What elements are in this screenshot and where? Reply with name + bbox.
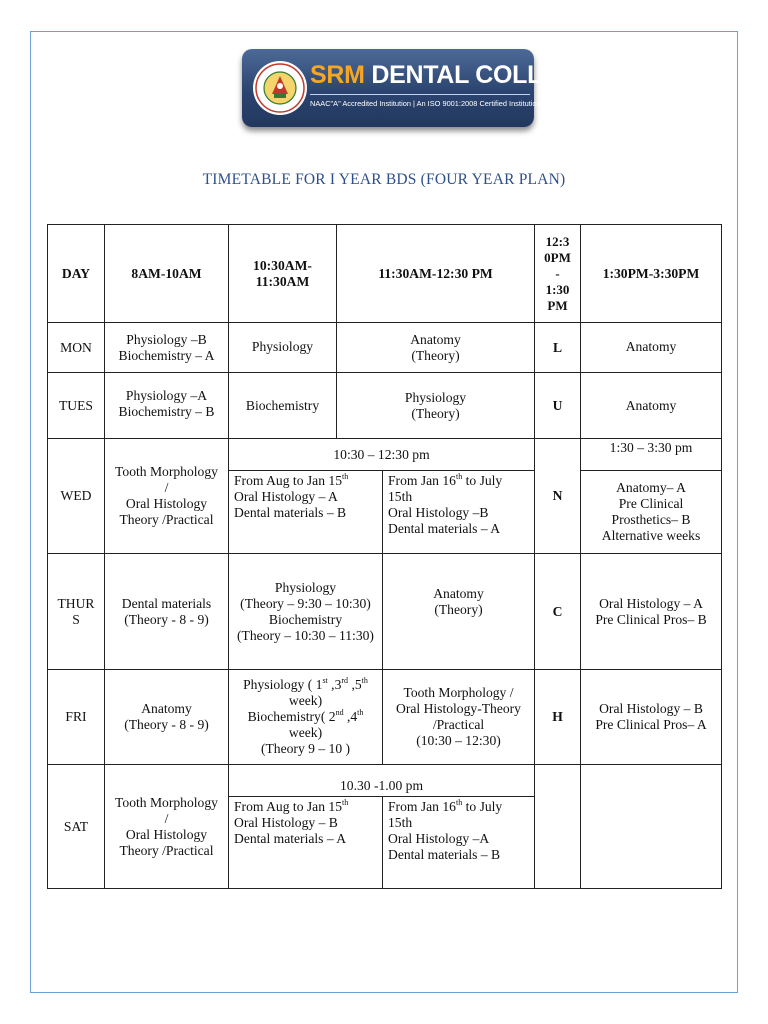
wed-span-time: 10:30 – 12:30 pm <box>229 439 535 471</box>
table-row-wed-top <box>48 439 722 471</box>
wed-right-block: From Jan 16th to July 15th Oral Histology –B Dental materials – A <box>383 471 535 554</box>
thurs-slot2: Physiology (Theory – 9:30 – 10:30) Biochemistry (Theory – 10:30 – 11:30) <box>229 554 383 670</box>
header-day: DAY <box>48 225 105 323</box>
sat-slot1: Tooth Morphology / Oral Histology Theory /Practical <box>105 765 229 889</box>
day-thurs: THUR S <box>48 554 105 670</box>
timetable <box>47 224 722 889</box>
table-row-mon <box>48 323 722 373</box>
sat-span-time: 10.30 -1.00 pm <box>229 765 535 797</box>
header-slot-1130am: 11:30AM-12:30 PM <box>337 225 535 323</box>
tues-slot2: Biochemistry <box>229 373 337 439</box>
mon-slot1: Physiology –B Biochemistry – A <box>105 323 229 373</box>
lunch-letter-c: C <box>535 554 581 670</box>
thurs-slot1: Dental materials (Theory - 8 - 9) <box>105 554 229 670</box>
fri-slot1: Anatomy (Theory - 8 - 9) <box>105 670 229 765</box>
table-row-fri <box>48 670 722 765</box>
tues-slot3: Physiology (Theory) <box>337 373 535 439</box>
fri-slot2: Physiology ( 1st ,3rd ,5th week) Biochemistry( 2nd ,4th week) (Theory 9 – 10 ) <box>229 670 383 765</box>
lunch-letter-h: H <box>535 670 581 765</box>
day-sat: SAT <box>48 765 105 889</box>
header-slot-8am: 8AM-10AM <box>105 225 229 323</box>
tues-slot1: Physiology –A Biochemistry – B <box>105 373 229 439</box>
college-logo <box>242 49 594 127</box>
header-lunch: 12:3 0PM - 1:30 PM <box>535 225 581 323</box>
table-row-tues <box>48 373 722 439</box>
college-crest-icon <box>252 60 308 116</box>
college-name <box>310 61 594 90</box>
wed-left-block: From Aug to Jan 15th Oral Histology – A Dental materials – B <box>229 471 383 554</box>
thurs-slot5: Oral Histology – A Pre Clinical Pros– B <box>581 554 722 670</box>
table-row-thurs <box>48 554 722 670</box>
sat-right-block: From Jan 16th to July 15th Oral Histology –A Dental materials – B <box>383 797 535 889</box>
sat-left-block: From Aug to Jan 15th Oral Histology – B Dental materials – A <box>229 797 383 889</box>
logo-divider <box>310 94 530 95</box>
mon-slot3: Anatomy (Theory) <box>337 323 535 373</box>
thurs-slot3: Anatomy (Theory) <box>383 554 535 670</box>
lunch-letter-n: N <box>535 439 581 554</box>
page-title: TIMETABLE FOR I YEAR BDS (FOUR YEAR PLAN) <box>202 171 566 188</box>
day-tues: TUES <box>48 373 105 439</box>
wed-slot5: Anatomy– A Pre Clinical Prosthetics– B Alternative weeks <box>581 471 722 554</box>
lunch-letter-l: L <box>535 323 581 373</box>
header-slot-1030am: 10:30AM- 11:30AM <box>229 225 337 323</box>
header-row <box>48 225 722 323</box>
fri-slot5: Oral Histology – B Pre Clinical Pros– A <box>581 670 722 765</box>
college-name-rest: DENTAL COLLEGE <box>371 61 594 89</box>
header-slot-130pm: 1:30PM-3:30PM <box>581 225 722 323</box>
lunch-letter-u: U <box>535 373 581 439</box>
college-name-srm: SRM <box>310 61 365 89</box>
day-mon: MON <box>48 323 105 373</box>
college-tagline: NAAC"A" Accredited Institution | An ISO 9001:2008 Certified Institution <box>310 99 541 108</box>
mon-slot2: Physiology <box>229 323 337 373</box>
day-wed: WED <box>48 439 105 554</box>
fri-slot3: Tooth Morphology / Oral Histology-Theory /Practical (10:30 – 12:30) <box>383 670 535 765</box>
sat-lunch-cell <box>535 765 581 889</box>
table-row-sat-top <box>48 765 722 797</box>
wed-slot5-time: 1:30 – 3:30 pm <box>581 439 722 471</box>
sat-slot5 <box>581 765 722 889</box>
mon-slot5: Anatomy <box>581 323 722 373</box>
day-fri: FRI <box>48 670 105 765</box>
tues-slot5: Anatomy <box>581 373 722 439</box>
wed-slot1: Tooth Morphology / Oral Histology Theory /Practical <box>105 439 229 554</box>
